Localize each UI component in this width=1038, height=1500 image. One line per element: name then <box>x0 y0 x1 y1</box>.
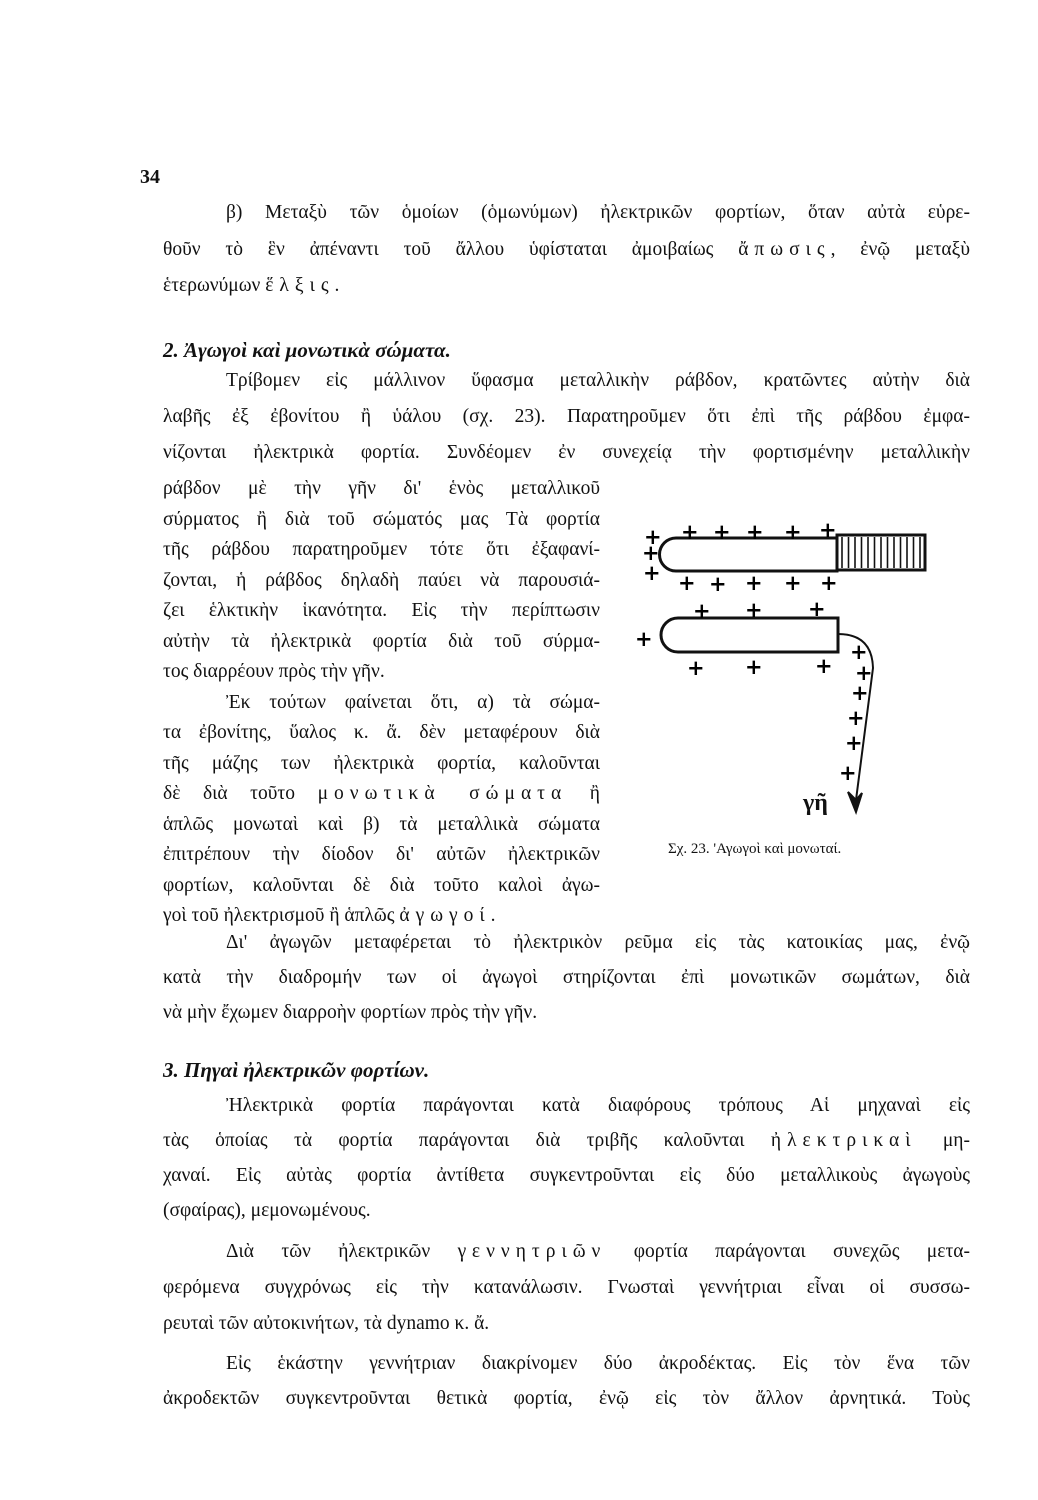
text-segment: . <box>334 275 340 296</box>
page-number: 34 <box>140 166 160 188</box>
spaced-term: μονωτικὰ σώματα <box>317 783 568 804</box>
text-segment: μη- <box>916 1130 970 1151</box>
plus-charge-icon: + <box>845 731 863 755</box>
figure-caption: Σχ. 23. 'Αγωγοὶ καὶ μονωταί. <box>668 841 842 857</box>
plus-charge-icon: + <box>644 525 662 549</box>
section-heading-3: 3. Πηγαὶ ἠλεκτρικῶν φορτίων. <box>163 1058 430 1082</box>
text-segment: Διὰ τῶν ἠλεκτρικῶν <box>226 1241 458 1262</box>
text-segment: ἐπιτρέπουν τὴν δίοδον δι' αὐτῶν ἠλεκτρικῶν <box>163 844 600 865</box>
plus-charge-icon: + <box>784 571 802 595</box>
arrow-head-icon <box>848 792 862 812</box>
text-segment: . <box>490 905 496 926</box>
plus-charge-icon: + <box>820 571 838 595</box>
text-segment: φερόμενα συγχρόνως εἰς τὴν κατανάλωσιν. Γνωσταὶ γεννήτριαι εἶναι οἱ συσσω- <box>163 1277 970 1298</box>
spaced-term: ἄπωσις <box>738 239 831 260</box>
text-segment: αὐτὴν τὰ ἠλεκτρικὰ φορτία διὰ τοῦ σύρμα- <box>163 630 600 652</box>
plus-charge-icon: + <box>687 656 705 680</box>
text-segment: τα ἐβονίτης, ὕαλος κ. ἄ. δὲν μεταφέρουν διὰ <box>163 722 600 743</box>
plus-charge-icon: + <box>850 640 868 664</box>
text-segment: τῆς ράβδου παρατηροῦμεν τότε ὅτι ἐξαφανί- <box>163 539 600 560</box>
plus-charge-icon: + <box>681 520 699 544</box>
grounded-rod <box>661 618 838 652</box>
text-segment: λαβῆς ἐξ ἐβονίτου ἢ ὑάλου (σχ. 23). Παρατηροῦμεν ὅτι ἐπὶ τῆς ράβδου ἐμφα- <box>163 406 970 427</box>
text-segment: Δι' ἀγωγῶν μεταφέρεται τὸ ἠλεκτρικὸν ρεῦμα εἰς τὰς κατοικίας μας, ἐνῷ <box>226 932 970 953</box>
text-segment: ἑτερωνύμων <box>163 275 266 296</box>
plus-charge-icon: + <box>784 520 802 544</box>
text-segment: ἁπλῶς μονωταὶ καὶ β) τὰ μεταλλικὰ σώματα <box>163 813 600 835</box>
text-segment: Ἐκ τούτων φαίνεται ὅτι, α) τὰ σώμα- <box>226 691 600 713</box>
ground-label: γῆ <box>803 790 828 816</box>
plus-charge-icon: + <box>745 655 763 679</box>
text-segment: , ἐνῷ μεταξὺ <box>830 239 970 260</box>
text-segment: (σφαίρας), μεμονωμένους. <box>163 1200 371 1221</box>
text-segment: ρευταὶ τῶν αὐτοκινήτων, τὰ dynamo κ. ἄ. <box>163 1313 490 1334</box>
text-segment: χαναί. Εἰς αὐτὰς φορτία ἀντίθετα συγκεντροῦνται εἰς δύο μεταλλικοὺς ἀγωγοὺς <box>163 1165 970 1186</box>
text-segment: ἀκροδεκτῶν συγκεντροῦνται θετικὰ φορτία, ἐνῷ εἰς τὸν ἄλλον ἀρνητικά. Τοὺς <box>163 1388 970 1409</box>
text-segment: νίζονται ἠλεκτρικὰ φορτία. Συνδέομεν ἐν συνεχείᾳ τὴν φορτισμένην μεταλλικὴν <box>163 442 970 463</box>
plus-charge-icon: + <box>642 541 660 565</box>
text-segment: φορτία παράγονται συνεχῶς μετα- <box>606 1241 970 1262</box>
plus-charge-icon: + <box>746 520 764 544</box>
plus-charge-icon: + <box>847 706 865 730</box>
text-segment: β) Μεταξὺ τῶν ὁμοίων (ὁμωνύμων) ἠλεκτρικῶν φορτίων, ὅταν αὐτὰ εὑρε- <box>226 202 970 223</box>
plus-charge-icon: + <box>678 571 696 595</box>
text-segment: ζει ἑλκτικὴν ἱκανότητα. Εἰς τὴν περίπτωσιν <box>163 600 600 621</box>
plus-charge-icon: + <box>808 597 826 621</box>
text-segment: νὰ μὴν ἔχωμεν διαρροὴν φορτίων πρὸς τὴν γῆν. <box>163 1002 538 1023</box>
section-heading-2: 2. Ἀγωγοὶ καὶ μονωτικὰ σώματα. <box>163 338 451 362</box>
text-segment: φορτίων, καλοῦνται δὲ διὰ τοῦτο καλοὶ ἀγω- <box>163 874 600 896</box>
text-segment: Ἠλεκτρικὰ φορτία παράγονται κατὰ διαφόρους τρόπους Αἱ μηχαναὶ εἰς <box>226 1095 970 1116</box>
text-segment: τος διαρρέουν πρὸς τὴν γῆν. <box>163 661 385 682</box>
plus-charge-icon: + <box>713 520 731 544</box>
text-segment: κατὰ τὴν διαδρομήν των οἱ ἀγωγοὶ στηρίζονται ἐπὶ μονωτικῶν σωμάτων, διὰ <box>163 967 970 988</box>
plus-charge-icon: + <box>643 561 661 585</box>
plus-charge-icon: + <box>745 571 763 595</box>
plus-charge-icon: + <box>635 627 653 651</box>
plus-charge-icon: + <box>839 761 857 785</box>
spaced-term: ἕλξις <box>265 275 335 296</box>
text-segment: τῆς μάζης των ἠλεκτρικὰ φορτία, καλοῦνται <box>163 752 600 774</box>
text-segment: δὲ διὰ τοῦτο <box>163 783 318 804</box>
spaced-term: ἠλεκτρικαὶ <box>770 1130 917 1151</box>
text-segment: θοῦν τὸ ἓν ἀπέναντι τοῦ ἄλλου ὑφίσταται ἀμοιβαίως <box>163 239 739 260</box>
plus-charge-icon: + <box>709 572 727 596</box>
text-segment: ἢ <box>567 783 601 804</box>
spaced-term: γεννητριῶν <box>457 1241 607 1262</box>
plus-charge-icon: + <box>815 654 833 678</box>
plus-charge-icon: + <box>693 599 711 623</box>
text-segment: ζονται, ἡ ράβδος δηλαδὴ παύει νὰ παρουσιά- <box>163 569 600 591</box>
plus-charge-icon: + <box>819 518 837 542</box>
text-segment: ράβδον μὲ τὴν γῆν δι' ἑνὸς μεταλλικοῦ <box>163 478 600 499</box>
text-segment: τὰς ὁποίας τὰ φορτία παράγονται διὰ τριβῆς καλοῦνται <box>163 1130 771 1151</box>
plus-charge-icon: + <box>745 598 763 622</box>
text-segment: σύρματος ἢ διὰ τοῦ σώματός μας Τὰ φορτία <box>163 508 600 530</box>
spaced-term: ἀγωγοί <box>399 905 491 926</box>
plus-charge-icon: + <box>851 681 869 705</box>
text-segment: γοὶ τοῦ ἠλεκτρισμοῦ ἢ ἁπλῶς <box>163 905 400 926</box>
text-segment: Τρίβομεν εἰς μάλλινον ὕφασμα μεταλλικὴν ράβδον, κρατῶντες αὐτὴν διὰ <box>226 370 970 391</box>
plus-charge-icon: + <box>855 661 873 685</box>
text-segment: Εἰς ἑκάστην γεννήτριαν διακρίνομεν δύο ἀκροδέκτας. Εἰς τὸν ἕνα τῶν <box>226 1353 970 1374</box>
